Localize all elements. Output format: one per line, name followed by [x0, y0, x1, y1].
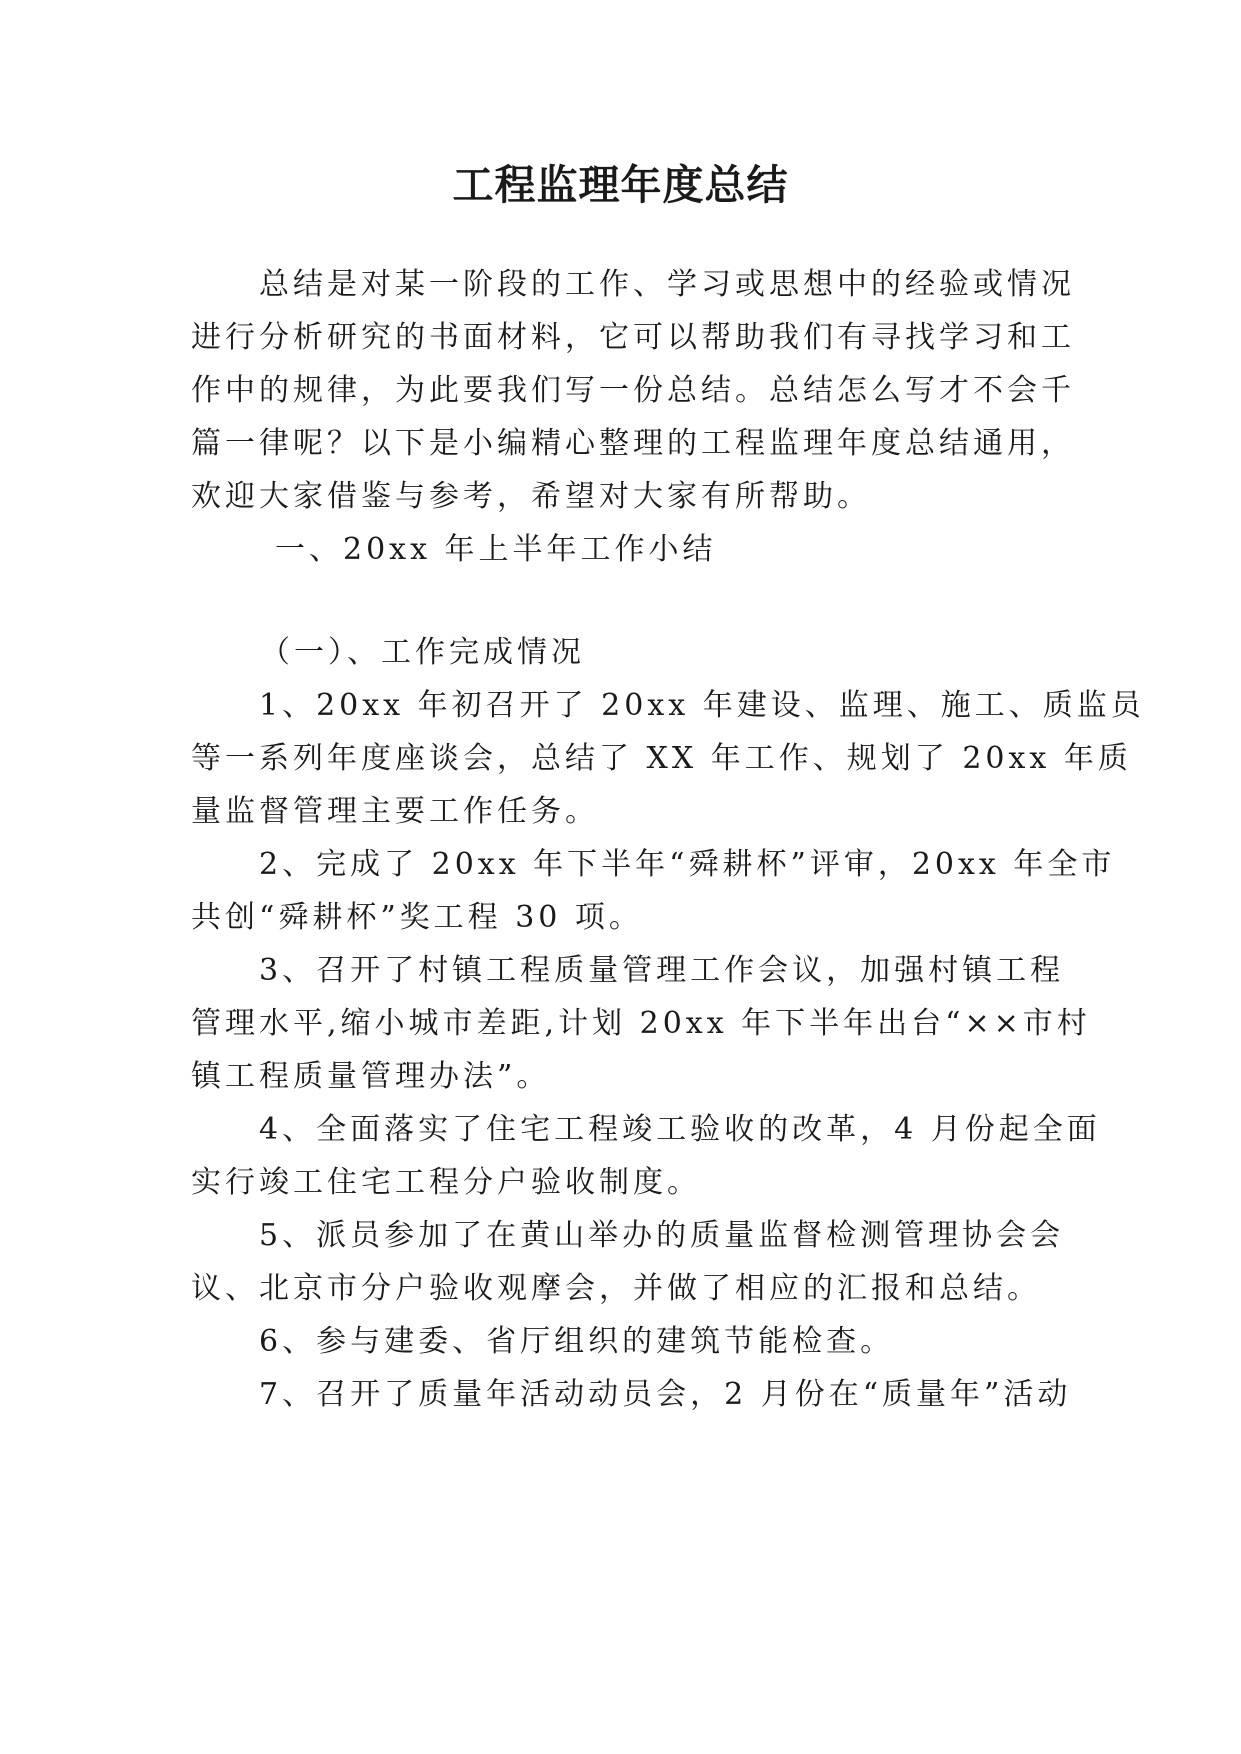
paragraph-line: 议、北京市分户验收观摩会，并做了相应的汇报和总结。 [191, 1271, 1041, 1306]
paragraph-line: 等一系列年度座谈会，总结了 XX 年工作、规划了 20xx 年质 [191, 741, 1132, 776]
paragraph-line: 5、派员参加了在黄山举办的质量监督检测管理协会会 [191, 1218, 1065, 1253]
subsection-heading: （一）、工作完成情况 [207, 635, 585, 670]
document-title: 工程监理年度总结 [452, 161, 789, 209]
paragraph-line: 1、20xx 年初召开了 20xx 年建设、监理、施工、质监员 [191, 688, 1145, 723]
paragraph-line: 3、召开了村镇工程质量管理工作会议，加强村镇工程 [191, 953, 1065, 988]
paragraph-line: 实行竣工住宅工程分户验收制度。 [191, 1165, 701, 1200]
paragraph-line: 进行分析研究的书面材料，它可以帮助我们有寻找学习和工 [191, 320, 1075, 355]
paragraph-line: 6、参与建委、省厅组织的建筑节能检查。 [191, 1324, 895, 1359]
section-heading: 一、20xx 年上半年工作小结 [207, 532, 717, 567]
paragraph-line: 欢迎大家借鉴与参考，希望对大家有所帮助。 [191, 479, 871, 514]
paragraph-line: 4、全面落实了住宅工程竣工验收的改革，4 月份起全面 [191, 1112, 1101, 1147]
paragraph-line: 篇一律呢？以下是小编精心整理的工程监理年度总结通用， [191, 426, 1075, 461]
paragraph-line: 管理水平,缩小城市差距,计划 20xx 年下半年出台“××市村 [191, 1006, 1091, 1041]
paragraph-line: 共创“舜耕杯”奖工程 30 项。 [191, 900, 643, 935]
paragraph-line: 镇工程质量管理办法”。 [191, 1059, 551, 1094]
paragraph-line: 量监督管理主要工作任务。 [191, 794, 599, 829]
paragraph-line: 2、完成了 20xx 年下半年“舜耕杯”评审，20xx 年全市 [191, 847, 1116, 882]
paragraph-line: 7、召开了质量年活动动员会，2 月份在“质量年”活动 [191, 1377, 1072, 1412]
paragraph-line: 总结是对某一阶段的工作、学习或思想中的经验或情况 [191, 267, 1075, 302]
paragraph-line: 作中的规律，为此要我们写一份总结。总结怎么写才不会千 [191, 373, 1075, 408]
